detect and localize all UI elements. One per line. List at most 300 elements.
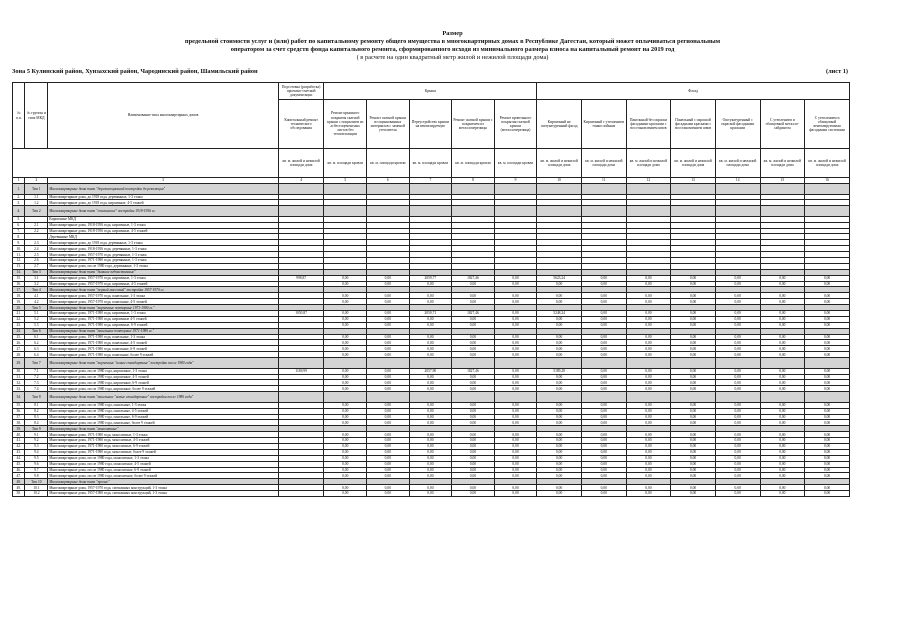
header-unit: кв. м. жилой и нежилой площади дома [760,149,805,178]
row-value [537,392,582,403]
row-value [367,206,410,217]
row-group: Тип 8 [25,392,48,403]
header-subcolumn: Кирпичный не оштукатуренный фасад [537,100,582,149]
row-name: Многоквартирные дома, 1918-1956 года, деревянные, 1-3 этажа [48,246,279,252]
row-number: 45. [13,461,25,467]
header-subcolumn: Переустройство крыши на вентилируемую [409,100,452,149]
row-value [715,392,760,403]
header-number: 12 [626,178,671,184]
header-unit: кв. м. площади кровли [409,149,452,178]
row-value: 0,00 [367,461,410,467]
row-value: 0,00 [494,374,537,380]
row-value: 0,00 [324,420,367,426]
row-name: Многоквартирные дома, после 1980 года, монолитные, 6-9 этажей [48,467,279,473]
row-value: 0,00 [324,461,367,467]
row-value: 0,00 [537,374,582,380]
row-value: 0,00 [537,293,582,299]
row-value: 0,00 [581,402,626,408]
row-value: 0,00 [494,346,537,352]
row-group: 4.2 [25,299,48,305]
row-value: 0,00 [324,340,367,346]
row-name: Многоквартирные дома, после 1980 года, монолитные, более 9 этажей [48,473,279,479]
row-group: 2.3 [25,240,48,246]
row-value: 0,00 [367,340,410,346]
row-value: 0,00 [494,275,537,281]
row-value: 0,00 [537,414,582,420]
row-name: Многоквартирные дома типа "бывшие ведомственные" [48,269,279,275]
row-value: 0,00 [324,491,367,497]
row-value [805,358,850,369]
row-value: 0,00 [581,322,626,328]
row-value: 0,00 [409,485,452,491]
table-type-row [13,358,850,369]
row-value [452,392,495,403]
row-group: 4.1 [25,293,48,299]
row-number: 27. [13,346,25,352]
row-value [494,392,537,403]
row-number: 14. [13,269,25,275]
row-value: 0,00 [367,311,410,317]
row-value: 0,00 [626,443,671,449]
row-value: 0,00 [581,368,626,374]
row-value: 0,00 [452,334,495,340]
row-number: 4. [13,206,25,217]
row-value: 0,00 [715,275,760,281]
row-value: 2057,90 [409,368,452,374]
row-value: 0,00 [626,491,671,497]
row-value: 0,00 [805,374,850,380]
row-value: 0,00 [324,473,367,479]
row-value [324,184,367,195]
row-value: 0,00 [367,491,410,497]
row-value: 0,00 [805,408,850,414]
row-value [581,358,626,369]
row-value: 0,00 [760,420,805,426]
header-unit: кв. м. жилой и нежилой площади дома [805,149,850,178]
row-value: 0,00 [760,346,805,352]
header-roof: Крыша [324,83,537,100]
row-value: 0,00 [760,485,805,491]
header-subcolumn: С утеплением и облицовкой металло-сайдингом [760,100,805,149]
row-value: 0,00 [671,408,716,414]
row-value: 0,00 [409,443,452,449]
row-group: 7.4 [25,386,48,392]
row-value [760,206,805,217]
row-value: 0,00 [715,334,760,340]
row-value: 0,00 [671,293,716,299]
row-value [494,206,537,217]
table-row [13,491,850,497]
row-number: 39. [13,426,25,432]
header-number: 15 [760,178,805,184]
row-value: 0,00 [715,443,760,449]
row-value: 0,00 [367,467,410,473]
row-value: 0,00 [581,467,626,473]
row-value: 0,00 [324,299,367,305]
row-number: 18. [13,293,25,299]
header-number: 8 [452,178,495,184]
header-number: 9 [494,178,537,184]
row-value: 0,00 [626,402,671,408]
row-value: 0,00 [537,402,582,408]
row-value: 0,00 [367,275,410,281]
row-value: 0,00 [760,414,805,420]
header-number: 4 [278,178,324,184]
header-number: 13 [671,178,716,184]
title-line: предельной стоимости услуг и (или) работ по капитальному ремонту общего имущества в многоквартирных домах в Республике Дагестан, который может оплачиваться региональным [184,38,721,45]
row-value: 0,00 [581,443,626,449]
row-group: 8.1 [25,402,48,408]
row-value: 0,00 [760,386,805,392]
row-value: 0,00 [671,386,716,392]
row-value: 0,00 [494,334,537,340]
row-value [367,184,410,195]
row-value: 0,00 [805,414,850,420]
row-value: 0,00 [626,449,671,455]
row-number: 16. [13,281,25,287]
row-value: 0,00 [367,293,410,299]
row-value: 0,00 [537,386,582,392]
row-value: 0,00 [494,408,537,414]
row-group: Тип 1 [25,184,48,195]
row-value: 0,00 [715,461,760,467]
row-value: 0,00 [805,485,850,491]
row-value: 0,00 [626,386,671,392]
row-value: 0,00 [760,299,805,305]
row-number: 10. [13,246,25,252]
row-value: 0,00 [494,281,537,287]
row-value: 0,00 [715,311,760,317]
row-name: Многоквартирные дома, 1971-1980 года, панельные, более 9 этажей [48,352,279,358]
row-value: 0,00 [409,380,452,386]
row-value: 0,00 [581,316,626,322]
row-value: 1827,46 [452,368,495,374]
row-value: 0,00 [452,281,495,287]
row-value: 0,00 [715,293,760,299]
row-name: Многоквартирные дома, 1971-1980 года, монолитные, 4-5 этажей [48,438,279,444]
row-name: Многоквартирные дома типа "первый массовый" постройки 1957-1970 гг. [48,287,279,293]
row-number: 48. [13,479,25,485]
row-value: 0,00 [452,346,495,352]
row-group: 2.5 [25,252,48,258]
row-value: 0,00 [367,299,410,305]
row-value [760,392,805,403]
row-value: 0,00 [671,443,716,449]
row-value: 0,00 [537,455,582,461]
row-number: 11. [13,252,25,258]
row-value: 0,00 [581,386,626,392]
header-subcolumn: Кирпичный с утеплением тонкослойным [581,100,626,149]
row-value: 0,00 [581,380,626,386]
row-value: 0,00 [671,322,716,328]
row-group: Тип 3 [25,269,48,275]
row-value: 0,00 [367,352,410,358]
row-value: 0,00 [324,346,367,352]
row-value: 0,00 [324,467,367,473]
row-value: 1169,99 [278,368,324,374]
row-group: 9.1 [25,432,48,438]
row-value: 0,00 [409,299,452,305]
row-value: 0,00 [409,340,452,346]
row-value: 0,00 [805,380,850,386]
row-value [452,184,495,195]
row-name: Многоквартирные дома, после 1980 года, кирпичные, более 9 этажей [48,386,279,392]
row-group: 9.7 [25,467,48,473]
header-unit: кв. м. жилой и нежилой площади дома [581,149,626,178]
row-value: 0,00 [715,380,760,386]
row-value [278,206,324,217]
header-unit: кв. м. жилой и нежилой площади дома [715,149,760,178]
row-number: 13. [13,263,25,269]
row-number: 19. [13,299,25,305]
row-value: 0,00 [494,473,537,479]
row-value: 0,00 [537,380,582,386]
row-name: Многоквартирные дома, 1971-1980 года, панельные, 1-3 этажа [48,334,279,340]
row-value: 0,00 [760,491,805,497]
row-value: 0,00 [671,346,716,352]
row-value: 0,00 [537,316,582,322]
row-value: 0,00 [671,340,716,346]
row-value: 0,00 [581,346,626,352]
row-name: Многоквартирные дома, 1957-1970 года, кирпичные, 4-5 этажей [48,281,279,287]
row-value: 0,00 [409,402,452,408]
row-value: 2059,77 [409,275,452,281]
row-value: 0,00 [367,443,410,449]
row-value: 0,00 [452,322,495,328]
row-value: 0,00 [626,461,671,467]
row-number: 43. [13,449,25,455]
row-value: 0,00 [760,380,805,386]
row-value: 0,00 [760,455,805,461]
row-number: 35. [13,402,25,408]
row-value: 0,00 [715,449,760,455]
row-value [760,358,805,369]
row-group: 9.8 [25,473,48,479]
row-value: 0,00 [760,340,805,346]
row-group: 9.4 [25,449,48,455]
row-value: 0,00 [324,402,367,408]
row-value: 0,00 [367,485,410,491]
row-name: Многоквартирные дома, 1918-1956 года, кирпичные, 1-3 этажа [48,222,279,228]
row-name: Многоквартирные дома типа "сталинские" постройки 1918-1956 гг. [48,206,279,217]
row-value [324,392,367,403]
row-group: 10.2 [25,491,48,497]
row-value: 0,00 [324,352,367,358]
document-title [0,30,905,62]
row-value: 1827,46 [452,275,495,281]
row-value [581,206,626,217]
header-unit: кв. м. жилой и нежилой площади дома [671,149,716,178]
row-value: 0,00 [452,420,495,426]
row-value: 0,00 [537,340,582,346]
row-number: 20. [13,305,25,311]
row-value: 0,00 [760,281,805,287]
row-value: 0,00 [409,408,452,414]
row-value: 0,00 [715,473,760,479]
row-value: 0,00 [760,334,805,340]
header-number: 2 [25,178,48,184]
row-value: 0,00 [452,473,495,479]
row-value: 0,00 [324,374,367,380]
row-number: 24. [13,328,25,334]
row-value: 0,00 [760,432,805,438]
row-value: 1050,87 [278,311,324,317]
header-number: 10 [537,178,582,184]
row-value: 0,00 [626,322,671,328]
header-subcolumn: С утеплением и облицовкой вентилируемыми фасадными системами [805,100,850,149]
row-value: 0,00 [581,311,626,317]
row-value: 0,00 [715,340,760,346]
row-value: 0,00 [581,275,626,281]
row-value: 0,00 [409,316,452,322]
row-value: 0,00 [494,467,537,473]
row-value: 0,00 [760,461,805,467]
row-value: 0,00 [626,432,671,438]
row-value [409,184,452,195]
row-value: 0,00 [805,281,850,287]
row-value: 0,00 [452,485,495,491]
row-value: 0,00 [324,311,367,317]
row-value: 0,00 [715,316,760,322]
row-value [409,358,452,369]
row-value: 0,00 [367,432,410,438]
row-name: Многоквартирные дома, после 1980 года, кирпичные, 4-5 этажей [48,374,279,380]
row-value: 0,00 [494,299,537,305]
row-number: 28. [13,352,25,358]
row-value: 0,00 [626,275,671,281]
row-value: 0,00 [581,281,626,287]
row-number: 29. [13,358,25,369]
header-number: 11 [581,178,626,184]
row-value: 0,00 [409,432,452,438]
row-value: 0,00 [537,352,582,358]
row-value: 0,00 [805,275,850,281]
row-number: 46. [13,467,25,473]
row-value: 0,00 [760,449,805,455]
row-number: 36. [13,408,25,414]
row-value: 0,00 [452,340,495,346]
row-value: 0,00 [715,491,760,497]
table-type-row [13,184,850,195]
row-group: 9.5 [25,455,48,461]
row-value: 0,00 [626,293,671,299]
row-value: 0,00 [409,352,452,358]
row-value: 0,00 [367,316,410,322]
row-value: 0,00 [494,414,537,420]
row-name: Многоквартирные дома, 1957-1970 года, смешанных конструкций, 1-3 этажа [48,485,279,491]
row-name: Многоквартирные дома, 1971-1980 года, панельные, 6-9 этажей [48,346,279,352]
row-value: 0,00 [367,346,410,352]
row-value: 0,00 [494,438,537,444]
row-value: 0,00 [805,316,850,322]
row-value: 0,00 [626,311,671,317]
row-value: 0,00 [452,402,495,408]
row-value: 0,00 [626,420,671,426]
row-value: 0,00 [626,352,671,358]
row-value: 0,00 [452,380,495,386]
row-value: 0,00 [494,293,537,299]
row-value [805,392,850,403]
row-value [805,184,850,195]
row-value [452,206,495,217]
row-value: 0,00 [324,432,367,438]
row-value: 0,00 [537,281,582,287]
row-value: 0,00 [494,368,537,374]
row-value: 0,00 [581,438,626,444]
row-name: Многоквартирные дома, после 1980 года, панельные, 4-5 этажей [48,408,279,414]
row-value: 0,00 [537,443,582,449]
row-value [671,206,716,217]
row-value: 0,00 [409,281,452,287]
row-group: Тип 2 [25,206,48,217]
header-facade: Фасад [537,83,850,100]
row-group: 3.2 [25,281,48,287]
row-value: 0,00 [805,386,850,392]
row-name: Многоквартирные дома типа "кирпичные "новые стандартные" постройки после 1980 года" [48,358,279,369]
row-value: 0,00 [324,408,367,414]
row-value: 0,00 [715,402,760,408]
row-value: 0,00 [760,402,805,408]
row-number: 3. [13,200,25,206]
header-unit: кв. м. площади кровли [452,149,495,178]
row-value: 0,00 [494,322,537,328]
row-value: 0,00 [494,316,537,322]
row-value: 0,00 [452,316,495,322]
row-value: 0,00 [452,352,495,358]
row-number: 50. [13,491,25,497]
row-value: 0,00 [626,374,671,380]
row-name: Многоквартирные дома, после 1980 года, монолитные, 4-5 этажей [48,461,279,467]
row-value: 0,00 [715,455,760,461]
row-name: Многоквартирные дома, до 1918 года, кирпичные, 4-5 этажей [48,200,279,206]
row-value: 0,00 [452,386,495,392]
row-value [367,358,410,369]
row-group: 7.3 [25,380,48,386]
row-value: 0,00 [452,414,495,420]
row-value: 0,00 [324,281,367,287]
row-value [278,491,324,497]
row-value: 0,00 [805,334,850,340]
row-number: 33. [13,386,25,392]
row-name: Многоквартирные дома, 1957-1980 года, смешанных конструкций, 1-3 этажа [48,491,279,497]
row-value: 0,00 [760,275,805,281]
row-value: 0,00 [626,346,671,352]
row-name: Многоквартирные дома, после 1980 года, панельные, более 9 этажей [48,420,279,426]
row-value: 0,00 [715,352,760,358]
row-group: 5.3 [25,322,48,328]
row-value: 0,00 [452,293,495,299]
row-number: 37. [13,414,25,420]
row-group: 5.2 [25,316,48,322]
row-value: 0,00 [494,485,537,491]
row-value: 0,00 [671,311,716,317]
row-number: 41. [13,438,25,444]
header-number: 16 [805,178,850,184]
row-value: 0,00 [409,461,452,467]
row-group: 6.1 [25,334,48,340]
row-group: 2.6 [25,258,48,264]
row-value: 0,00 [537,346,582,352]
header-subcolumn: Ремонт кровельного покрытия скатной крыши (металлочерепица) [494,100,537,149]
row-value: 0,00 [409,491,452,497]
row-group: 2.2 [25,228,48,234]
row-value [494,184,537,195]
row-value: 0,00 [715,281,760,287]
row-name: Многоквартирные дома, 1918-1956 года, кирпичные, 4-5 этажей [48,228,279,234]
row-number: 21. [13,311,25,317]
row-value: 0,00 [760,467,805,473]
row-value: 0,00 [537,334,582,340]
